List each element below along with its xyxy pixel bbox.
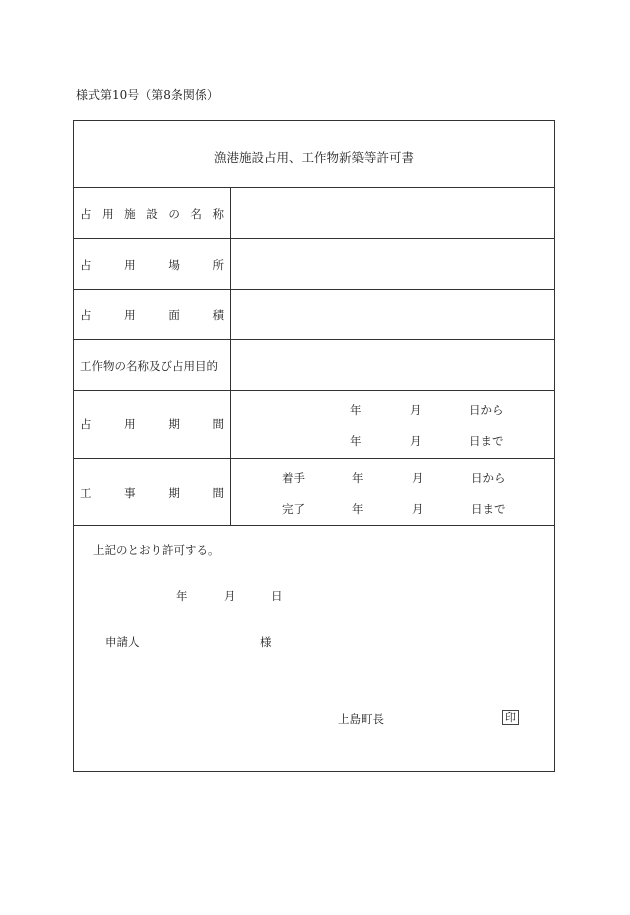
occupancy-until-year: 年 xyxy=(350,434,362,448)
label-location xyxy=(80,257,224,273)
label-area xyxy=(80,307,224,323)
construction-start-year: 年 xyxy=(352,471,364,485)
label-char: 用 xyxy=(124,417,136,431)
construction-start-day: 日から xyxy=(471,471,506,485)
label-char: 期 xyxy=(168,417,180,431)
form-number: 様式第10号（第8条関係） xyxy=(76,88,219,102)
construction-start-month: 月 xyxy=(412,471,424,485)
row-divider xyxy=(74,390,554,391)
label-char: 占 xyxy=(80,417,92,431)
label-char: 名 xyxy=(190,207,202,221)
label-structure-purpose xyxy=(80,358,224,374)
permit-form xyxy=(73,120,555,772)
occupancy-from-year: 年 xyxy=(350,403,362,417)
approval-statement: 上記のとおり許可する。 xyxy=(93,543,220,557)
label-char: 事 xyxy=(124,486,136,500)
label-char: 場 xyxy=(168,258,180,272)
label-char: 間 xyxy=(212,486,224,500)
approval-day: 日 xyxy=(271,589,283,603)
label-char: 積 xyxy=(212,308,224,322)
label-char: 間 xyxy=(212,417,224,431)
column-divider xyxy=(230,187,231,525)
applicant-honorific: 様 xyxy=(260,635,272,649)
value-structure-purpose[interactable] xyxy=(232,340,554,389)
label-char: 工 xyxy=(80,486,92,500)
row-divider xyxy=(74,458,554,459)
label-char: 用 xyxy=(124,258,136,272)
label-char: 称 xyxy=(212,207,224,221)
approval-year: 年 xyxy=(176,589,188,603)
row-divider xyxy=(74,525,554,526)
label-char: 占 xyxy=(80,258,92,272)
applicant-label: 申請人 xyxy=(105,635,140,649)
value-location[interactable] xyxy=(232,239,554,288)
occupancy-from-month: 月 xyxy=(410,403,422,417)
seal-mark: 印 xyxy=(502,710,519,725)
label-text: 工作物の名称及び占用目的 xyxy=(80,359,218,373)
value-facility-name[interactable] xyxy=(232,188,554,237)
label-char: 施 xyxy=(124,207,136,221)
label-char: 期 xyxy=(168,486,180,500)
label-char: 用 xyxy=(102,207,114,221)
label-occupancy-period xyxy=(80,416,224,432)
label-char: 所 xyxy=(212,258,224,272)
label-facility-name xyxy=(80,206,224,222)
value-area[interactable] xyxy=(232,290,554,338)
label-char: の xyxy=(168,207,180,221)
occupancy-until-day: 日まで xyxy=(469,434,504,448)
approval-month: 月 xyxy=(224,589,236,603)
construction-end-day: 日まで xyxy=(471,502,506,516)
label-char: 設 xyxy=(146,207,158,221)
construction-end-year: 年 xyxy=(352,502,364,516)
label-char: 占 xyxy=(80,308,92,322)
label-construction-period xyxy=(80,485,224,501)
issuer-name: 上島町長 xyxy=(338,712,384,726)
label-char: 面 xyxy=(168,308,180,322)
label-char: 用 xyxy=(124,308,136,322)
form-title: 漁港施設占用、工作物新築等許可書 xyxy=(213,150,414,165)
construction-end-label: 完了 xyxy=(282,502,305,516)
occupancy-from-day: 日から xyxy=(469,403,504,417)
construction-end-month: 月 xyxy=(412,502,424,516)
occupancy-until-month: 月 xyxy=(410,434,422,448)
construction-start-label: 着手 xyxy=(282,471,305,485)
label-char: 占 xyxy=(80,207,92,221)
